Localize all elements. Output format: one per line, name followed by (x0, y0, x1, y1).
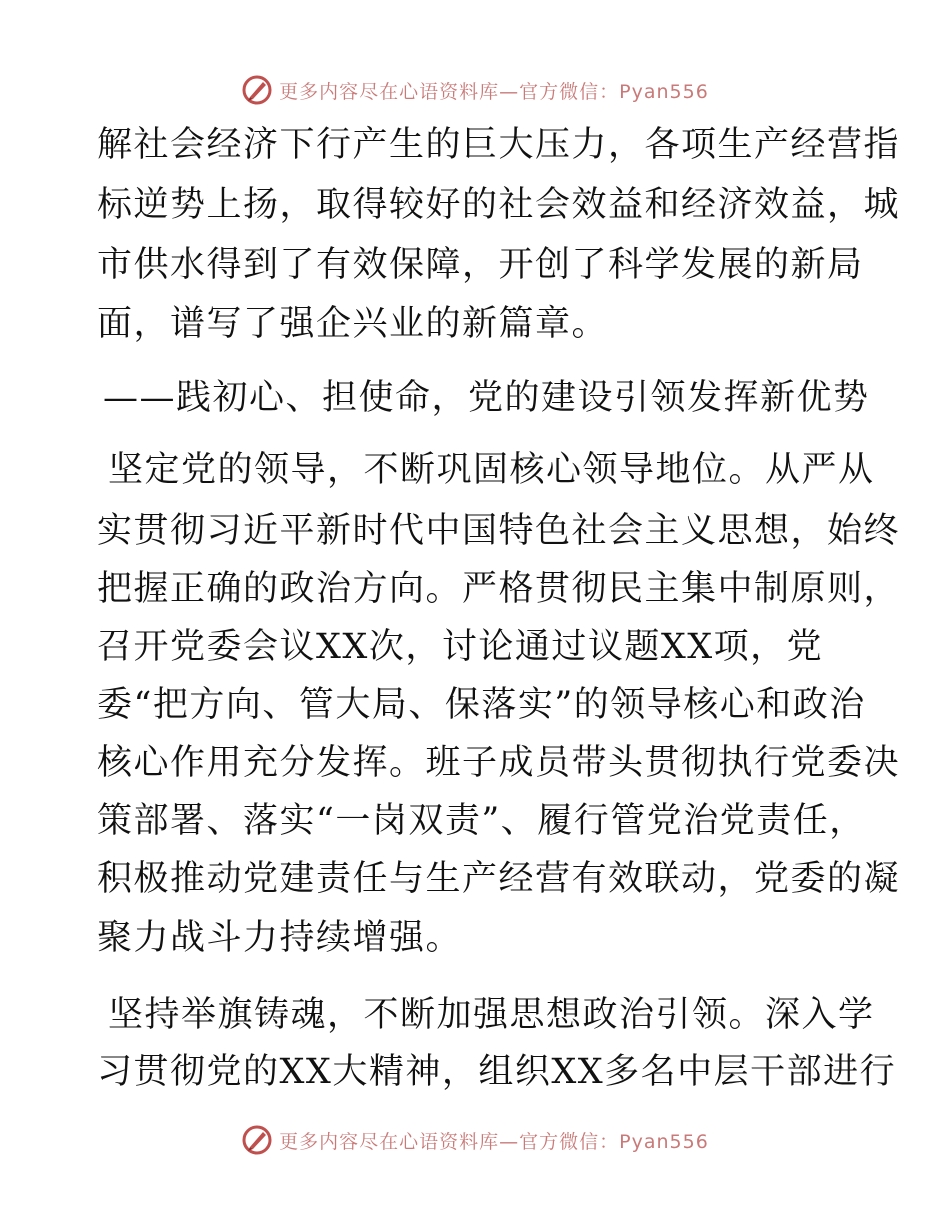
paragraph-line: 面，谱写了强企兴业的新篇章。 (97, 304, 609, 344)
paragraph-line: 积极推动党建责任与生产经营有效联动，党委的凝 (97, 859, 901, 899)
paragraph-line: 市供水得到了有效保障，开创了科学发展的新局 (97, 245, 864, 285)
paragraph-line: 把握正确的政治方向。严格贯彻民主集中制原则， (97, 569, 901, 609)
paragraph-line: 核心作用充分发挥。班子成员带头贯彻执行党委决 (97, 743, 901, 783)
paragraph-line: 习贯彻党的XX大精神，组织XX多名中层干部进行 (97, 1052, 897, 1092)
watermark-text: 更多内容尽在心语资料库—官方微信：Pyan556 (279, 1130, 709, 1153)
paragraph-line: 聚力战斗力持续增强。 (97, 918, 463, 958)
paragraph-line: 策部署、落实“一岗双责”、履行管党治党责任， (97, 801, 866, 841)
paragraph-line: 解社会经济下行产生的巨大压力，各项生产经营指 (97, 125, 901, 165)
paragraph-line: 召开党委会议XX次，讨论通过议题XX项，党 (97, 627, 824, 667)
paragraph-line: 坚定党的领导，不断巩固核心领导地位。从严从 (108, 450, 875, 490)
section-heading: ——践初心、担使命，党的建设引领发挥新优势 (103, 378, 870, 418)
watermark-text: 更多内容尽在心语资料库—官方微信：Pyan556 (279, 80, 709, 103)
paragraph-line: 实贯彻习近平新时代中国特色社会主义思想，始终 (97, 511, 901, 551)
paragraph-line: 标逆势上扬，取得较好的社会效益和经济效益，城 (97, 185, 901, 225)
footer-watermark (0, 1120, 950, 1160)
paragraph-line: 坚持举旗铸魂，不断加强思想政治引领。深入学 (108, 995, 875, 1035)
paragraph-line: 委“把方向、管大局、保落实”的领导核心和政治 (97, 685, 866, 725)
pen-logo-icon (241, 1124, 273, 1156)
